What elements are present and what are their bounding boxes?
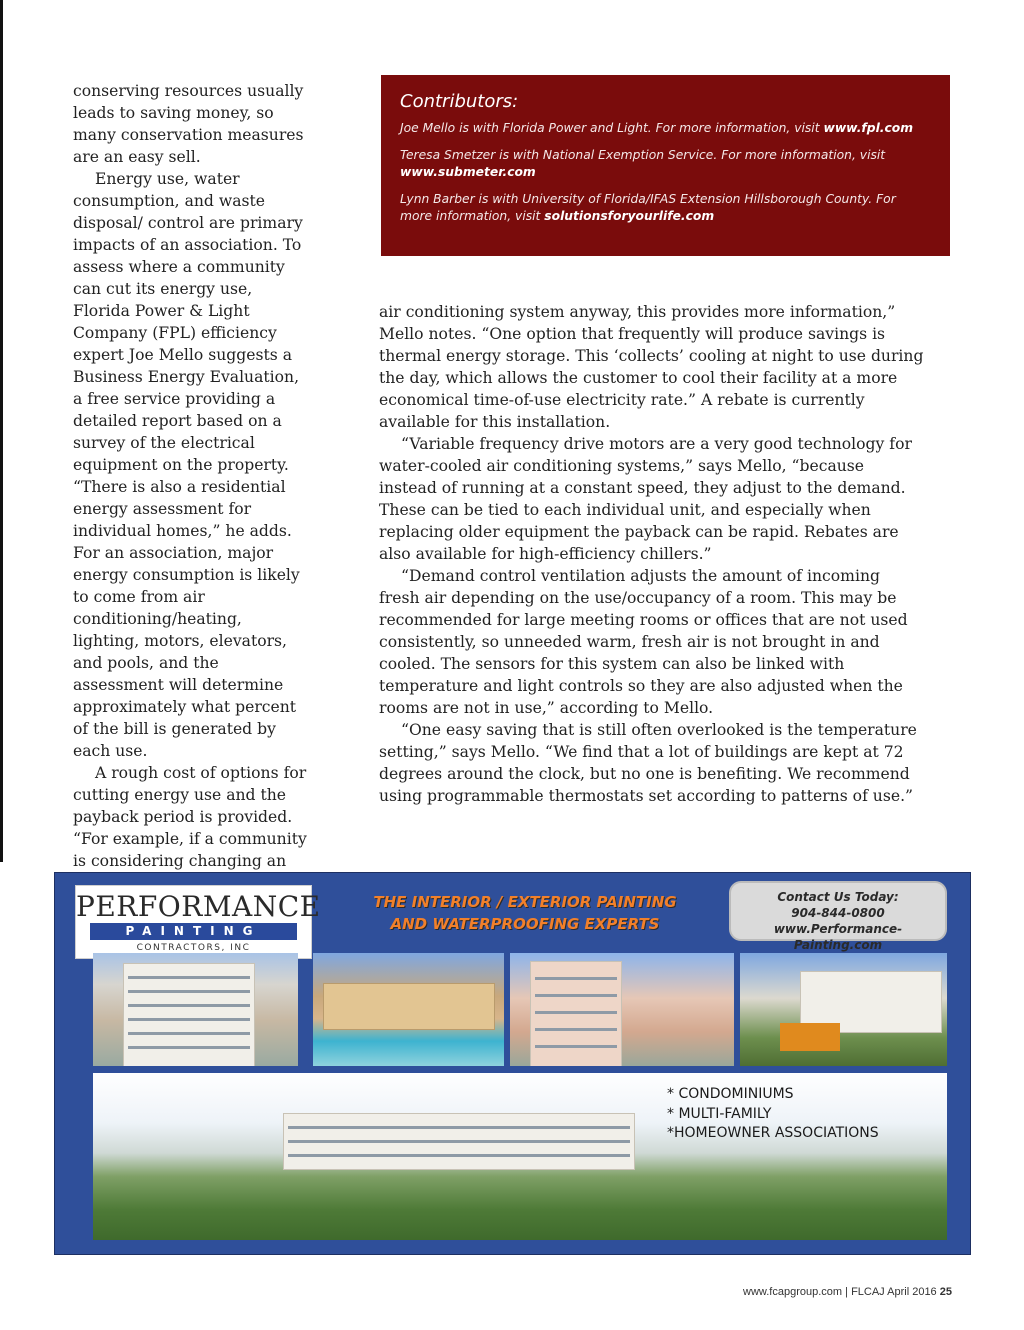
left-paragraph-1: conserving resources usually leads to saving money, so many conservation measures are an easy sell.	[73, 82, 304, 166]
submeter-link[interactable]: www.submeter.com	[400, 165, 536, 179]
service-item: * MULTI-FAMILY	[667, 1105, 772, 1122]
tagline-line-2: AND WATERPROOFING EXPERTS	[390, 915, 660, 933]
contact-heading: Contact Us Today:	[777, 890, 899, 904]
fpl-link[interactable]: www.fpl.com	[823, 121, 914, 135]
logo-band: PAINTING	[90, 923, 297, 940]
contact-phone[interactable]: 904-844-0800	[791, 906, 885, 920]
page-footer	[742, 1286, 952, 1298]
photo-lift-equipment	[740, 953, 947, 1066]
oceanfront-buildings	[283, 1113, 635, 1170]
service-list	[667, 1085, 879, 1144]
right-column	[379, 301, 924, 807]
logo-subtitle: CONTRACTORS, INC	[136, 943, 251, 953]
service-item: * CONDOMINIUMS	[667, 1086, 794, 1102]
page-number: 25	[939, 1286, 952, 1298]
right-paragraph-2: “Variable frequency drive motors are a very good technology for water-cooled air conditioning systems,” says Mello, “because instead of running at a constant speed, they adjust to the demand. These can be tied to each individual unit, and especially when replacing older equipment the payback can be rapid. Rebates are also available for high-efficiency chillers.”	[379, 435, 912, 563]
clubhouse-building	[323, 983, 495, 1030]
footer-publication: FLCAJ	[851, 1286, 885, 1298]
photo-beachfront-tower	[510, 953, 734, 1066]
performance-painting-ad[interactable]	[54, 872, 971, 1255]
footer-separator: |	[845, 1286, 848, 1298]
tagline-line-1: THE INTERIOR / EXTERIOR PAINTING	[373, 893, 677, 911]
logo-wordmark: PERFORMANCE	[76, 890, 321, 923]
contributors-box	[381, 75, 950, 256]
right-paragraph-1: air conditioning system anyway, this provides more information,” Mello notes. “One option that frequently will produce savings is thermal energy storage. This ‘collects’ cooling at night to use during the day, which allows the customer to cool their facility at a more economical time-of-use electricity rate.” A rebate is currently available for this installation.	[379, 303, 924, 431]
ad-tagline	[335, 891, 715, 935]
contributor-barber: Lynn Barber is with University of Florida/IFAS Extension Hillsborough County. For more information, visit solutionsforyourlife.com	[400, 191, 896, 223]
solutions-link[interactable]: solutionsforyourlife.com	[544, 209, 715, 223]
right-paragraph-3: “Demand control ventilation adjusts the amount of incoming fresh air depending on the use/occupancy of a room. This may be recommended for large meeting rooms or offices that are not used consistently, so unneeded warm, fresh air is not brought in and cooled. The sensors for this system can also be linked with temperature and light controls so they are also adjusted when the rooms are not in use,” according to Mello.	[379, 567, 908, 717]
left-column	[73, 80, 313, 872]
contact-website[interactable]: www.Performance-Painting.com	[773, 922, 903, 952]
right-paragraph-4: “One easy saving that is still often overlooked is the temperature setting,” says Mello. “We find that a lot of buildings are kept at 72 degrees around the clock, but no one is benefiting. We recommend using programmable thermostats set according to patterns of use.”	[379, 721, 917, 805]
left-paragraph-3: A rough cost of options for cutting energy use and the payback period is provided. “For example, if a community is considering changing an	[73, 764, 307, 870]
photo-pool-clubhouse	[313, 953, 504, 1066]
service-item: *HOMEOWNER ASSOCIATIONS	[667, 1125, 879, 1141]
page-edge-bar	[0, 0, 3, 862]
footer-date: April 2016	[887, 1286, 937, 1298]
contact-box	[729, 881, 947, 952]
tower-building	[530, 961, 622, 1066]
left-paragraph-2: Energy use, water consumption, and waste disposal/ control are primary impacts of an association. To assess where a community can cut its energy use, Florida Power & Light Company (FPL) efficiency expert Joe Mello suggests a Business Energy Evaluation, a free service providing a detailed report based on a survey of the electrical equipment on the property. “There is also a residential energy assessment for individual homes,” he adds. For an association, major energy consumption is likely to come from air conditioning/heating, lighting, motors, elevators, and pools, and the assessment will determine approximately what percent of the bill is generated by each use.	[73, 170, 303, 760]
contributor-smetzer: Teresa Smetzer is with National Exemption Service. For more information, visit www.submeter.com	[400, 147, 886, 179]
company-logo	[75, 885, 321, 959]
contributor-mello: Joe Mello is with Florida Power and Light. For more information, visit www.fpl.com	[400, 121, 914, 135]
condo-building	[123, 963, 255, 1066]
photo-condo-balconies	[93, 953, 298, 1066]
boom-lift	[780, 1023, 840, 1051]
contributors-heading: Contributors:	[400, 91, 519, 112]
footer-site[interactable]: www.fcapgroup.com	[743, 1286, 843, 1298]
